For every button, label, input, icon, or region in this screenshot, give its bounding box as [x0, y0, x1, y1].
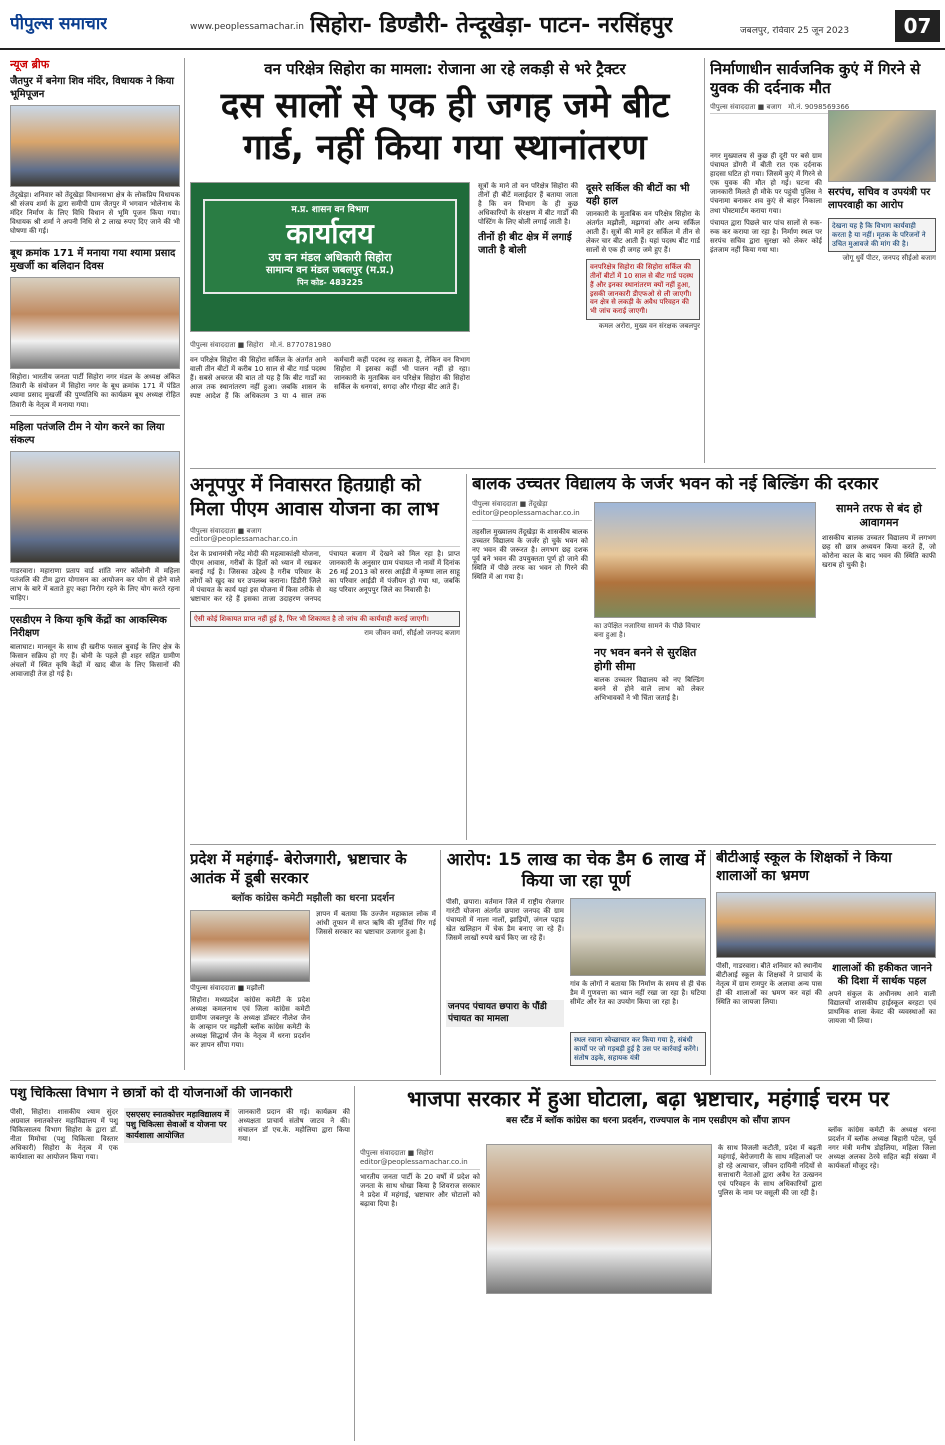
- well-photo: [828, 110, 936, 182]
- bjp-body: भारतीय जनता पार्टी के 20 वर्षों में प्रदेश को जनता के साथ धोखा किया है शिवराज सरकार ने प्रदेश में महंगाई, भ्रष्टाचार और घोटालों को बढ़ावा दिया है।: [360, 1172, 480, 1208]
- sign-line4: सामान्य वन मंडल जबलपुर (म.प्र.): [266, 265, 394, 276]
- brief-item1-photo: [10, 105, 180, 187]
- brand-logo: पीपुल्स समाचार: [10, 14, 108, 34]
- dam-story: [446, 850, 706, 1075]
- mehngai-headline: प्रदेश में महंगाई- बेरोजगारी, भ्रष्टाचार के आतंक में डूबी सरकार: [190, 850, 407, 887]
- brief-item3-body: गाडरवारा। महाराणा प्रताप वार्ड शांति नगर कॉलोनी में महिला पतंजलि की टीम द्वारा योगासन का आयोजन कर योग से होने वाले लाभ के बारे में बताते हुए कहा निरोग रहने के लिए योग करते रहना चाहिए।: [10, 566, 180, 602]
- teachers-photo: [716, 892, 936, 958]
- dam-sub: जनपद पंचायत छपारा के पौंडी पंचायत का मामला: [446, 1000, 564, 1027]
- brief-item4-body: बालाघाट। मानसून के साथ ही खरीफ फसल बुवाई के लिए क्षेत्र के किसान सक्रिय हो गए हैं। बोनी के पहले ही शहर सहित ग्रामीण अंचलों में स्थित कृषि केंद्रों में खाद बीज के लिए किसानों की आवाजाही तेज हो गई है।: [10, 642, 180, 679]
- pashu-body: पीसी, सिहोरा। शासकीय श्याम सुंदर अग्रवाल स्नातकोत्तर महाविद्यालय में पशु चिकित्सालय विभाग सिहोरा के द्वारा डॉ. नीता मिमोचा (पशु चिकित्सा विस्तार अधिकारी) सिहोरा के नेतृत्व में एक कार्यशाला का आयोजन किया गया।: [10, 1108, 118, 1162]
- teachers-story: [716, 850, 936, 1075]
- well-body2: पंचायत द्वारा पिछले चार पांच सालों से रुक-रुक कर कराया जा रहा है। निर्माण स्थल पर सरपंच सचिव द्वारा सुरक्षा को लेकर कोई इंतजाम नहीं किया गया था।: [710, 218, 822, 254]
- school-caption: का उपेक्षित नजारिया सामने के पीछे विचार बना हुआ है।: [594, 622, 701, 639]
- well-story: [710, 60, 936, 465]
- teachers-body: पीसी, गाडरवारा। बीते शनिवार को स्थानीय बीटीआई स्कूल के शिक्षकों ने प्राचार्य के नेतृत्व में ग्राम रामपुर के अलावा अन्य पास ही की शालाओं का भ्रमण कर वहां की स्थिति का जायजा लिया।: [716, 962, 822, 1007]
- school-body3: शासकीय बालक उच्चतर विद्यालय में लगभग छह सौ छात्र अध्ययन किया करते हैं, जो कोरोना काल के बाद भवन की स्थिति काफी खराब हो चुकी है।: [822, 533, 936, 569]
- bjp-story: [360, 1086, 936, 1441]
- awas-note-sign: राम जीवन वर्मा, सीईओ जनपद बजाग: [364, 629, 460, 638]
- news-brief-column: [10, 58, 180, 1070]
- brief-item2-body: सिहोरा। भारतीय जनता पार्टी सिहोरा नगर मंडल के अध्यक्ष अंकित तिवारी के संयोजन में सिहोरा नगर के बूथ क्रमांक 171 में पंडित श्यामा प्रसाद मुखर्जी की पुण्यतिथि का कार्यक्रम बूथ अध्यक्ष रोहित तिवारी के नेतृत्व में मनाया गया।: [10, 373, 180, 409]
- lead-body2: सूत्रों के माने तो वन परिक्षेत्र सिहोरा की तीनों ही बीटें मलाईदार हैं बताया जाता है कि वन विभाग के ही कुछ अधिकारियों के संरक्षण में बीट गार्डों की पोस्टिंग के लिए बोली लगाई जाती है।: [478, 182, 578, 227]
- sign-line5: पिन कोड- 483225: [297, 277, 363, 287]
- dam-headline: आरोप: 15 लाख का चेक डैम 6 लाख में किया जा रहा पूर्ण: [446, 850, 706, 892]
- awas-story: [190, 474, 460, 840]
- brief-item3-photo: [10, 451, 180, 563]
- bjp-body3: ब्लॉक कांग्रेस कमेटी के अध्यक्ष धरना प्रदर्शन में ब्लॉक अध्यक्ष बिहारी पटेल, पूर्व नगर मंत्री मनीष डोहलिया, महिला जिला अध्यक्ष अलका ठेरवे सहित बड़ी संख्या में कार्यकर्ता मौजूद रहे।: [828, 1126, 936, 1171]
- well-box: देखना यह है कि विभाग कार्यवाही करता है या नहीं। मृतक के परिजनों ने उचित मुआवजे की मांग की है।: [828, 218, 936, 252]
- check-dam-photo: [570, 898, 706, 976]
- lead-body3: जानकारी के मुताबिक वन परिक्षेत्र सिहोरा के अंतर्गत मझौली, मझगवां और अन्य सर्किल आती हैं। सूत्रों की मानें हर सर्किल में तीन से लेकर चार बीट आती हैं। यहां पदस्थ बीट गार्ड सालों से एक ही जगह जमे हुए हैं।: [586, 210, 700, 255]
- school-sub: नए भवन बनने से सुरक्षित होगी सीमा: [594, 645, 697, 673]
- brief-item2-head: बूथ क्रमांक 171 में मनाया गया श्यामा प्रसाद मुखर्जी का बलिदान दिवस: [10, 248, 176, 273]
- school-headline: बालक उच्चतर विद्यालय के जर्जर भवन को नई बिल्डिंग की दरकार: [472, 474, 879, 494]
- bjp-byline: पीपुल्स संवाददाता ■ सिहोरा editor@peoplessamachar.co.in: [360, 1147, 480, 1170]
- sign-line2: कार्यालय: [286, 217, 374, 251]
- dam-body2: गांव के लोगों ने बताया कि निर्माण के समय से ही चेक डैम में गुणवत्ता का ध्यान नहीं रखा जा रहा है। घटिया सीमेंट और रेत का उपयोग किया जा रहा है।: [570, 980, 706, 1007]
- lead-headline: दस सालों से एक ही जगह जमे बीट गार्ड, नहीं किया गया स्थानांतरण: [220, 85, 670, 168]
- bjp-body2: के साथ विजली कटौती, प्रदेश में बढ़ती महंगाई, बेरोजगारी के साथ महिलाओं पर हो रहे अत्याचार, जीवन दायिनी नदियों से सत्ताधारी नेताओं द्वारा अवैध रेत उत्खनन एवं परिवहन के साथ अधिकारियों द्वारा पुलिस के नाम पर वसूली की जा रही है।: [718, 1144, 822, 1198]
- well-sign: जोगू धुर्वे पीटर, जनपद सीईओ बजाग: [842, 254, 936, 263]
- school-story: [472, 474, 936, 840]
- school-building-photo: [594, 502, 816, 618]
- section-title: सिहोरा- डिण्डौरी- तेन्दूखेड़ा- पाटन- नरसिंहपुर: [310, 13, 673, 38]
- school-body: तहसील मुख्यालय तेंदूखेड़ा के शासकीय बालक उच्चतर विद्यालय के जर्जर हो चुके भवन को नए भवन की जरूरत है। लगभग छह दशक पूर्व बने भवन की उपयुक्तता पूर्ण हो जाने की स्थिति में पीछे तरफ का भवन तो गिरने की स्थिति में आ गया है।: [472, 528, 588, 582]
- lead-body: वन परिक्षेत्र सिहोरा की सिहोरा सर्किल के अंतर्गत आने वाली तीन बीटों में करीब 10 साल से बीट गार्ड पदस्थ हैं। सबसे अचरज की बात तो यह है कि बीट गार्डों का आज तक स्थानांतरण नहीं हुआ। जबकि शासन के स्पष्ट आदेश हैं कि अधिकतम 3 या 4 साल तक कर्मचारी कहीं पदस्थ रह सकता है, लेकिन वन विभाग सिहोरा में इसका कहीं भी पालन नहीं हो रहा। जानकारी के मुताबिक वन परिक्षेत्र सिहोरा की सिहोरा सर्किल के धनगवां, सगदा और गौरहा बीट आते हैं।: [190, 355, 470, 401]
- awas-byline: पीपुल्स संवाददाता ■ बजाग editor@peoplessamachar.co.in: [190, 525, 460, 548]
- mehngai-photo: [190, 910, 310, 982]
- mehngai-body: सिहोरा। मध्यप्रदेश कांग्रेस कमेटी के प्रदेश अध्यक्ष कमलनाथ एवं जिला कांग्रेस कमेटी ग्रामीण जबलपुर के अध्यक्ष डॉक्टर नीलेश जैन के आव्हान पर मझौली ब्लॉक कांग्रेस कमेटी के अध्यक्ष सिद्धार्थ जैन के नेतृत्व में धरना प्रदर्शन कर ज्ञापन सौंपा गया।: [190, 996, 310, 1050]
- masthead: [0, 0, 945, 50]
- brief-item4-head: एसडीएम ने किया कृषि केंद्रों का आकस्मिक निरीक्षण: [10, 614, 167, 639]
- news-brief-label: न्यूज ब्रीफ: [10, 58, 50, 71]
- page-number: 07: [895, 10, 940, 42]
- teachers-caption: शालाओं की हकीकत जानने की दिशा में सार्थक पहल: [832, 963, 932, 987]
- dateline: जबलपुर, रविवार 25 जून 2023: [740, 26, 850, 36]
- brief-item1-head: जैतपुर में बनेगा शिव मंदिर, विधायक ने किया भूमिपूजन: [10, 75, 175, 100]
- lead-sub2: दूसरे सर्किल की बीटों का भी यही हाल: [586, 183, 690, 207]
- mehngai-story: [190, 850, 436, 1075]
- bjp-sub: बस स्टैंड में ब्लॉक कांग्रेस का धरना प्रदर्शन, राज्यपाल के नाम एसडीएम को सौंपा ज्ञापन: [506, 1116, 790, 1127]
- brief-item2-photo: [10, 277, 180, 369]
- lead-quote-sign: कमल अरोरा, मुख्य वन संरक्षक जबलपुर: [598, 321, 700, 330]
- well-headline: निर्माणाधीन सार्वजनिक कुएं में गिरने से युवक की दर्दनाक मौत: [710, 60, 921, 97]
- school-body2: बालक उच्चतर विद्यालय को नए बिल्डिंग बनने से होने वाले लाभ को लेकर अभिभावकों ने भी चिंता जताई है।: [594, 676, 704, 703]
- forest-office-sign-photo: [190, 182, 470, 332]
- pashu-sub: एसएसए स्नातकोत्तर महाविद्यालय में पशु चिकित्सा सेवाओं व योजना पर कार्यशाला आयोजित: [124, 1108, 232, 1143]
- mehngai-caption: पीपुल्स संवाददाता ■ मझौली: [190, 984, 265, 992]
- pashu-body2: जानकारी प्रदान की गई। कार्यक्रम की अध्यक्षता प्राचार्य संतोष जाटव ने की। संचालन डॉ एच.के. महोलिया द्वारा किया गया।: [238, 1108, 350, 1144]
- well-byline: पीपुल्स संवाददाता ■ बजाग मो.नं. 9098569366: [710, 101, 936, 115]
- well-body: नगर मुख्यालय से कुछ ही दूरी पर बसे ग्राम पंचायत डोंगरी में बीती रात एक दर्दनाक हादसा घटित हो गया। जिसमें कुएं में गिरने से एक युवक की मौत हो गई। घटना की जानकारी मिलते ही मौके पर पहुंची पुलिस ने पंचनामा बनाकर शव कुएं से बाहर निकाला तथा पोस्टमार्टम कराया गया।: [710, 152, 822, 215]
- sign-line1: म.प्र. शासन वन विभाग: [291, 205, 369, 215]
- awas-note: ऐसी कोई शिकायत प्राप्त नहीं हुई है, फिर भी शिकायत है तो जांच की कार्यवाही कराई जाएगी।: [190, 611, 460, 628]
- mehngai-body2: ज्ञापन में बताया कि उज्जैन महाकाल लोक में आंधी तूफान में सप्त ऋषि की मूर्तियां गिर गई जिससे सरकार का भ्रष्टाचार उजागर हुआ है।: [316, 910, 436, 937]
- school-byline: पीपुल्स संवाददाता ■ तेंदूखेड़ा editor@peoplessamachar.co.in: [472, 498, 592, 521]
- lead-quote: वनपरिक्षेत्र सिहोरा की सिहोरा सर्किल की तीनों बीटों में 10 साल से बीट गार्ड पदस्थ हैं और इनका स्थानांतरण क्यों नहीं हुआ, इसकी जानकारी डीएफओ से ली जाएगी। वन क्षेत्र से लकड़ी के अवैध परिवहन की भी जांच कराई जाएगी।: [586, 259, 700, 320]
- brief-item3-head: महिला पतंजलि टीम ने योग करने का लिया संकल्प: [10, 421, 165, 446]
- lead-sub1: तीनों ही बीट क्षेत्र में लगाई जाती है बोली: [478, 232, 572, 257]
- site-url[interactable]: www.peoplessamachar.in: [190, 22, 304, 32]
- brief-item1-body: तेंदूखेड़ा। शनिवार को तेंदूखेड़ा विधानसभा क्षेत्र के लोकप्रिय विधायक श्री संजय शर्मा के द्वारा समीपी ग्राम जैतपुर में भगवान भोलेनाथ के मंदिर निर्माण के लिए विधि विधान से भूमि पूजन किया गया। विधायक श्री शर्मा ने अपनी निधि से 2 लाख रुपए दिए जाने की भी घोषणा की गई।: [10, 190, 180, 236]
- lead-story: [190, 60, 700, 465]
- pashu-headline: पशु चिकित्सा विभाग ने छात्रों को दी योजनाओं की जानकारी: [10, 1086, 293, 1101]
- lead-kicker: वन परिक्षेत्र सिहोरा का मामला: रोजाना आ रहे लकड़ी से भरे ट्रैक्टर: [264, 60, 626, 78]
- well-sub: सरपंच, सचिव व उपयंत्री पर लापरवाही का आरोप: [828, 187, 931, 211]
- awas-body: देश के प्रधानमंत्री नरेंद्र मोदी की महत्वाकांक्षी योजना, पीएम आवास, गरीबों के हितों को ध्यान में रखकर बनाई गई है। जिसका उद्देश्य है गरीब परिवार के लोगों को खुद का घर उपलब्ध कराना। डिंडौरी जिले में पंचायत के कार्य यहां इस योजना में किस तरीके से भ्रष्टाचार कर रहे हैं इसका ताजा उदाहरण जनपद पंचायत बजाग में देखने को मिल रहा है। प्राप्त जानकारी के अनुसार ग्राम पंचायत नौ नावों में दिनांक 26 मई 2013 को सरस आईडी में कृष्णा लाल साहू का परिवार आईडी में पंजीयन हो गया था, जबकि यह परिवार अनूपपुर जिले का निवासी है।: [190, 550, 460, 604]
- bjp-protest-photo: [486, 1144, 712, 1294]
- lead-byline: पीपुल्स संवाददाता ■ सिहोरा मो.नं. 8770781980: [190, 339, 470, 353]
- dam-body: पीसी, छपारा। वर्तमान जिले में राष्ट्रीय रोजगार गारंटी योजना अंतर्गत छपारा जनपद की ग्राम पंचायतों में नाला नालों, झाड़ियों, जंगल पहाड़ खेत खलिहान में चेक डैम बनाए जा रहे हैं। जिसमें लाखों रुपये खर्च किए जा रहे हैं।: [446, 898, 564, 943]
- bjp-headline: भाजपा सरकार में हुआ घोटाला, बढ़ा भ्रष्टाचार, महंगाई चरम पर: [407, 1087, 889, 1111]
- school-sub2: सामने तरफ से बंद हो आवागमन: [836, 502, 922, 530]
- teachers-body2: अपने संकुल के अधीनस्थ आने वाली विद्यालयों शासकीय हाईस्कूल बरहटा एवं प्राथमिक शाला केवट की व्यवस्थाओं का जायजा भी लिया।: [828, 990, 936, 1026]
- awas-headline: अनूपपुर में निवासरत हितग्राही को मिला पीएम आवास योजना का लाभ: [190, 474, 439, 520]
- pashu-story: [10, 1086, 350, 1441]
- mehngai-sub: ब्लॉक कांग्रेस कमेटी मझौली का धरना प्रदर्शन: [231, 892, 395, 904]
- dam-box: स्थल रवाना स्वेच्छाचार कर किया गया है, संबंधी कार्यों पर जो गड़बड़ी हुई है उस पर कार्रवाई करेंगे। संतोष उइके, सहायक यंत्री: [570, 1032, 706, 1066]
- teachers-headline: बीटीआई स्कूल के शिक्षकों ने किया शालाओं का भ्रमण: [716, 850, 892, 884]
- sign-line3: उप वन मंडल अधिकारी सिहोरा: [268, 251, 392, 265]
